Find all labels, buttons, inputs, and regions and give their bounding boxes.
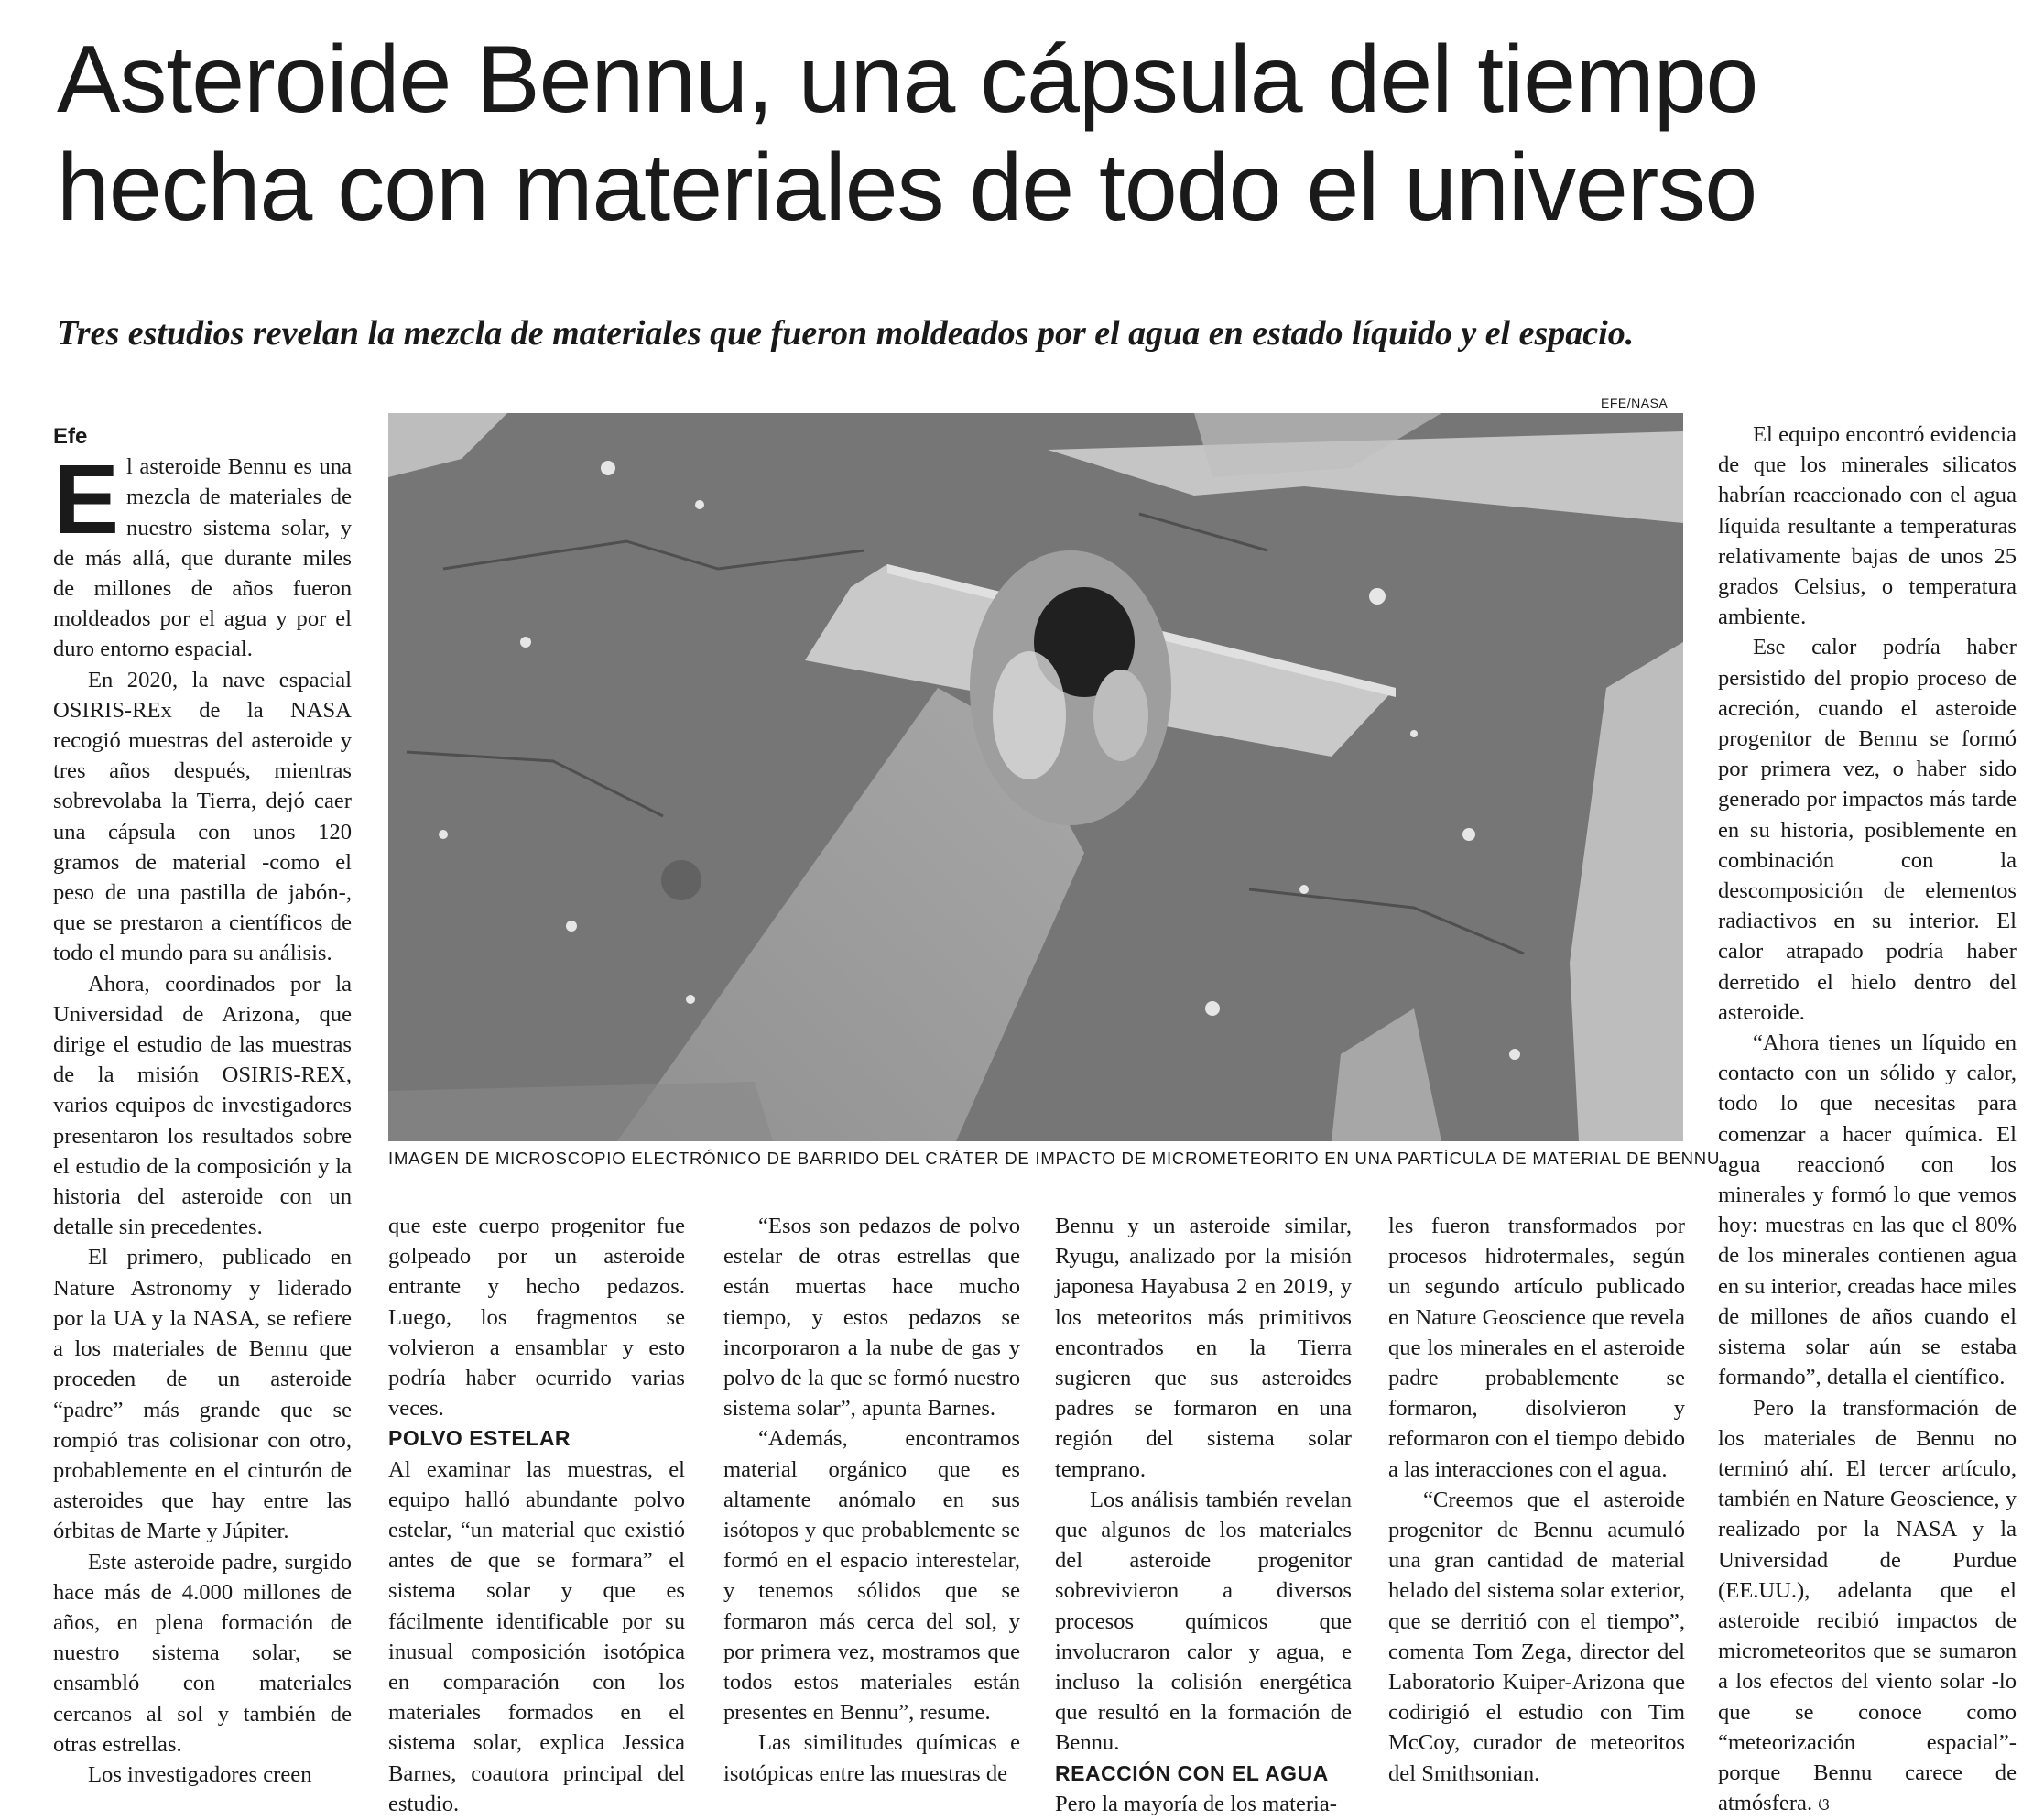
headline-line-1: Asteroide Bennu, una cápsula del tiempo (57, 27, 1757, 133)
column-5 (1388, 1211, 1685, 1789)
article-photo (388, 413, 1683, 1141)
column-6 (1718, 420, 2017, 1820)
column-6-paragraph: Ese calor podría haber persistido del propio proceso de acreción, cuando el asteroide progenitor de Bennu se formó por primera vez, o haber sido generado por impactos más tarde en su historia, posiblemente en combinación con la descomposición de elementos radiactivos en su interior. El calor atrapado podría haber derretido el hielo dentro del asteroide. (1718, 632, 2017, 1028)
column-2 (388, 1211, 685, 1819)
headline (57, 26, 1998, 242)
column-4-paragraph: Bennu y un asteroide similar, Ryugu, analizado por la misión japonesa Hayabusa 2 en 2019, y los meteoritos más primitivos encontrados en la Tierra sugieren que sus asteroides padres se formaron en una región del sistema solar temprano. (1055, 1211, 1352, 1485)
column-6-paragraph: “Ahora tienes un líquido en contacto con un sólido y calor, todo lo que necesitas para comenzar a hacer química. El agua reaccionó con los minerales y formó lo que vemos hoy: muestras en las que el 80% de los minerales contienen agua en su interior, creadas hace miles de millones de años cuando el sistema solar aún se estaba formando”, detalla el científico. (1718, 1028, 2017, 1392)
column-4-paragraph: Los análisis también revelan que algunos de los materiales del asteroide progenitor sobrevivieron a diversos procesos químicos que involucraron calor y agua, e incluso la colisión energética que resultó en la formación de Bennu. (1055, 1485, 1352, 1759)
column-6-paragraph: El equipo encontró evidencia de que los minerales silicatos habrían reaccionado con el agua líquida resultante a temperaturas relativamente bajas de unos 25 grados Celsius, o temperatura ambiente. (1718, 420, 2017, 632)
column-1-paragraph: Los investigadores creen (53, 1760, 352, 1790)
photo-caption: IMAGEN DE MICROSCOPIO ELECTRÓNICO DE BARRIDO DEL CRÁTER DE IMPACTO DE MICROMETEORITO EN UNA PARTÍCULA DE MATERIAL DE BENNU. (388, 1149, 1683, 1169)
column-4 (1055, 1211, 1352, 1819)
column-3-paragraph: “Esos son pedazos de polvo estelar de otras estrellas que están muertas hace mucho tiempo, y estos pedazos se incorporaron a la nube de gas y polvo de la que se formó nuestro sistema solar”, apunta Barnes. (723, 1211, 1020, 1423)
subhead-polvo-estelar: POLVO ESTELAR (388, 1423, 685, 1454)
sem-micrograph-image (388, 413, 1683, 1141)
column-3 (723, 1211, 1020, 1789)
column-4-paragraph: Pero la mayoría de los materia- (1055, 1789, 1352, 1819)
drop-cap: E (53, 457, 119, 541)
column-2-paragraph: que este cuerpo progenitor fue golpeado por un asteroide entrante y hecho pedazos. Luego, los fragmentos se volvieron a ensamblar y esto podría haber ocurrido varias veces. (388, 1211, 685, 1423)
column-5-paragraph: “Creemos que el asteroide progenitor de Bennu acumuló una gran cantidad de material helado del sistema solar exterior, que se derritió con el tiempo”, comenta Tom Zega, director del Laboratorio Kuiper-Arizona que codirigió el estudio con Tim McCoy, curador de meteoritos del Smithsonian. (1388, 1485, 1685, 1789)
column-1-paragraph: El asteroide Bennu es una mezcla de materiales de nuestro sistema solar, y de más allá, que durante miles de millones de años fueron moldeados por el agua y por el duro entorno espacial. (53, 452, 352, 664)
column-6-paragraph: Pero la transformación de los materiales de Bennu no terminó ahí. El tercer artículo, también en Nature Geoscience, y realizado por la NASA y la Universidad de Purdue (EE.UU.), adelanta que el asteroide recibió impactos de micrometeoritos que se sumaron a los efectos del viento solar -lo que se conoce como “meteorización espacial”- porque Bennu carece de atmósfera. ଓ (1718, 1393, 2017, 1820)
column-1 (53, 421, 352, 1790)
column-1-paragraph: Este asteroide padre, surgido hace más de 4.000 millones de años, en plena formación de nuestro sistema solar, se ensambló con materiales cercanos al sol y también de otras estrellas. (53, 1547, 352, 1760)
column-3-paragraph: “Además, encontramos material orgánico que es altamente anómalo en sus isótopos y que probablemente se formó en el espacio interestelar, y tenemos sólidos que se formaron más cerca del sol, y por primera vez, mostramos que todos estos materiales están presentes en Bennu”, resume. (723, 1423, 1020, 1727)
end-mark-icon: ଓ (1818, 1795, 1829, 1815)
column-1-paragraph: Ahora, coordinados por la Universidad de Arizona, que dirige el estudio de las muestras de la misión OSIRIS-REX, varios equipos de investigadores presentaron los resultados sobre el estudio de la composición y la historia del asteroide con un detalle sin precedentes. (53, 969, 352, 1243)
deck-subtitle: Tres estudios revelan la mezcla de materiales que fueron moldeados por el agua en estado líquido y el espacio. (57, 311, 1998, 355)
byline: Efe (53, 421, 352, 452)
photo-credit: EFE/NASA (1601, 396, 1668, 410)
column-2-paragraph: Al examinar las muestras, el equipo halló abundante polvo estelar, “un material que existió antes de que se formara” el sistema solar y que es fácilmente identificable por su inusual composición isotópica en comparación con los materiales formados en el sistema solar, explica Jessica Barnes, coautora principal del estudio. (388, 1455, 685, 1819)
column-1-paragraph: En 2020, la nave espacial OSIRIS-REx de la NASA recogió muestras del asteroide y tres años después, mientras sobrevolaba la Tierra, dejó caer una cápsula con unos 120 gramos de material -como el peso de una pastilla de jabón-, que se prestaron a científicos de todo el mundo para su análisis. (53, 665, 352, 969)
headline-line-2: hecha con materiales de todo el universo (57, 135, 1756, 241)
column-5-paragraph: les fueron transformados por procesos hidrotermales, según un segundo artículo publicado en Nature Geoscience que revela que los minerales en el asteroide padre probablemente se formaron, disolvieron y reformaron con el tiempo debido a las interacciones con el agua. (1388, 1211, 1685, 1485)
subhead-reaccion-con-el-agua: REACCIÓN CON EL AGUA (1055, 1759, 1352, 1789)
column-3-paragraph: Las similitudes químicas e isotópicas entre las muestras de (723, 1727, 1020, 1788)
column-1-paragraph: El primero, publicado en Nature Astronomy y liderado por la UA y la NASA, se refiere a los materiales de Bennu que proceden de un asteroide “padre” más grande que se rompió tras colisionar con otro, probablemente en el cinturón de asteroides que hay entre las órbitas de Marte y Júpiter. (53, 1242, 352, 1546)
